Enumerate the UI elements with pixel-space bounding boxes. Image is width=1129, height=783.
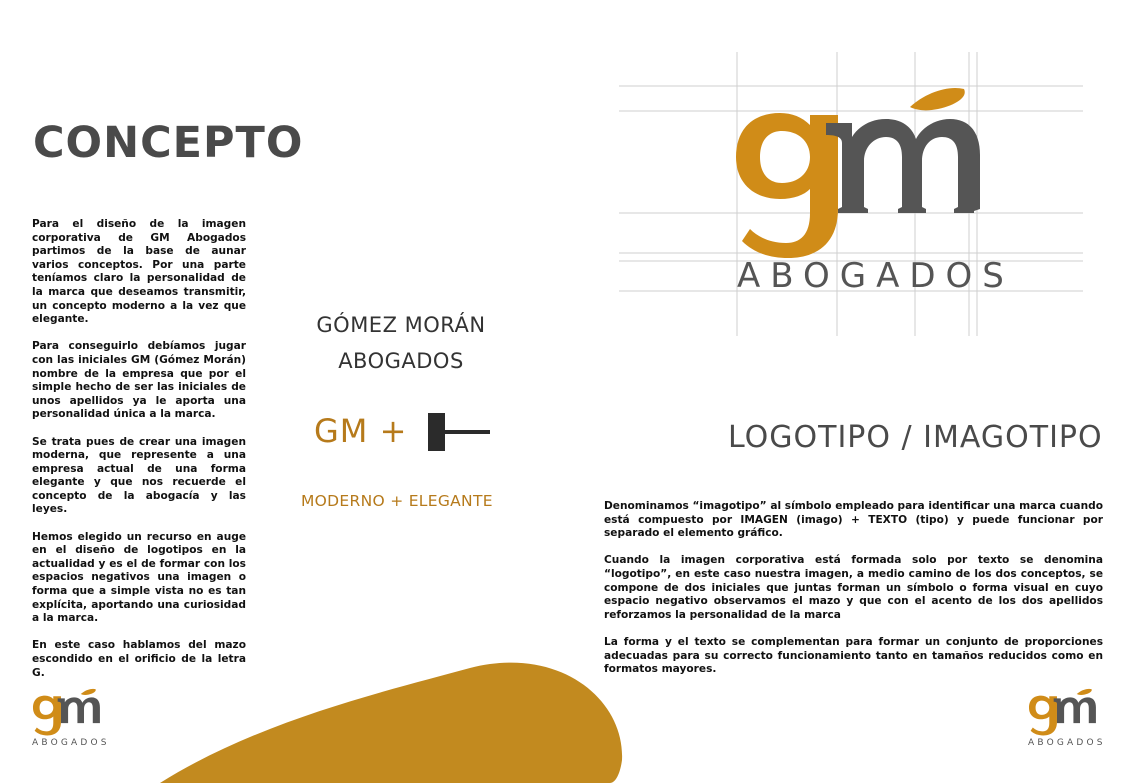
- concept-paragraph: Se trata pues de crear una imagen moderna, que represente a una empresa actual de una forma elegante y que nos recuerde el concepto de la abogacía y las leyes.: [32, 435, 246, 516]
- footer-logo-left-mark: [30, 688, 104, 736]
- logotype-text: [604, 500, 1103, 690]
- tagline-text: MODERNO + ELEGANTE: [301, 492, 493, 510]
- footer-logo-left-word: ABOGADOS: [32, 738, 110, 748]
- logotype-paragraph: Denominamos “imagotipo” al símbolo empleado para identificar una marca cuando está compuesto por IMAGEN (imago) + TEXTO (tipo) y puede funcionar por separado el elemento gráfico.: [604, 500, 1103, 540]
- footer-logo-right-word: ABOGADOS: [1028, 738, 1106, 748]
- gm-plus-text: GM +: [314, 412, 408, 450]
- logo-wordmark: ABOGADOS: [737, 256, 1014, 296]
- concept-paragraph: En este caso hablamos del mazo escondido en el orificio de la letra G.: [32, 639, 246, 679]
- concept-paragraph: Para el diseño de la imagen corporativa de GM Abogados partimos de la base de aunar varios conceptos. Por una parte teníamos claro la personalidad de la marca que deseamos transmitir, un concepto moderno a la vez que elegante.: [32, 218, 246, 326]
- company-name-line1: GÓMEZ MORÁN: [316, 313, 486, 337]
- concept-paragraph: Hemos elegido un recurso en auge en el diseño de logotipos en la actualidad y es el de formar con los espacios negativos una imagen o forma que a simple vista no es tan explícita, aportando una curiosidad a la marca.: [32, 530, 246, 625]
- logotype-title: LOGOTIPO / IMAGOTIPO: [728, 420, 1103, 455]
- concept-text: [32, 218, 246, 694]
- gavel-icon: [428, 413, 492, 453]
- concept-paragraph: Para conseguirlo debíamos jugar con las iniciales GM (Gómez Morán) nombre de la empresa que por el simple hecho de ser las iniciales de unos apellidos ya le aporta una personalidad única a la marca.: [32, 340, 246, 421]
- company-name-line2: ABOGADOS: [338, 349, 464, 373]
- logotype-paragraph: La forma y el texto se complementan para formar un conjunto de proporciones adecuadas para su correcto funcionamiento tanto en tamaños reducidos como en formatos mayores.: [604, 635, 1103, 676]
- logotype-paragraph: Cuando la imagen corporativa está formada solo por texto se denomina “logotipo”, en este caso nuestra imagen, a medio camino de los dos conceptos, se compone de dos iniciales que juntas forman un símbolo o forma visual en cuyo espacio negativo observamos el mazo y que con el acento de los dos apellidos reforzamos la personalidad de la marca: [604, 554, 1103, 621]
- gm-logo-mark: [730, 85, 990, 260]
- concept-title: CONCEPTO: [33, 118, 304, 168]
- footer-logo-right-mark: [1026, 688, 1100, 736]
